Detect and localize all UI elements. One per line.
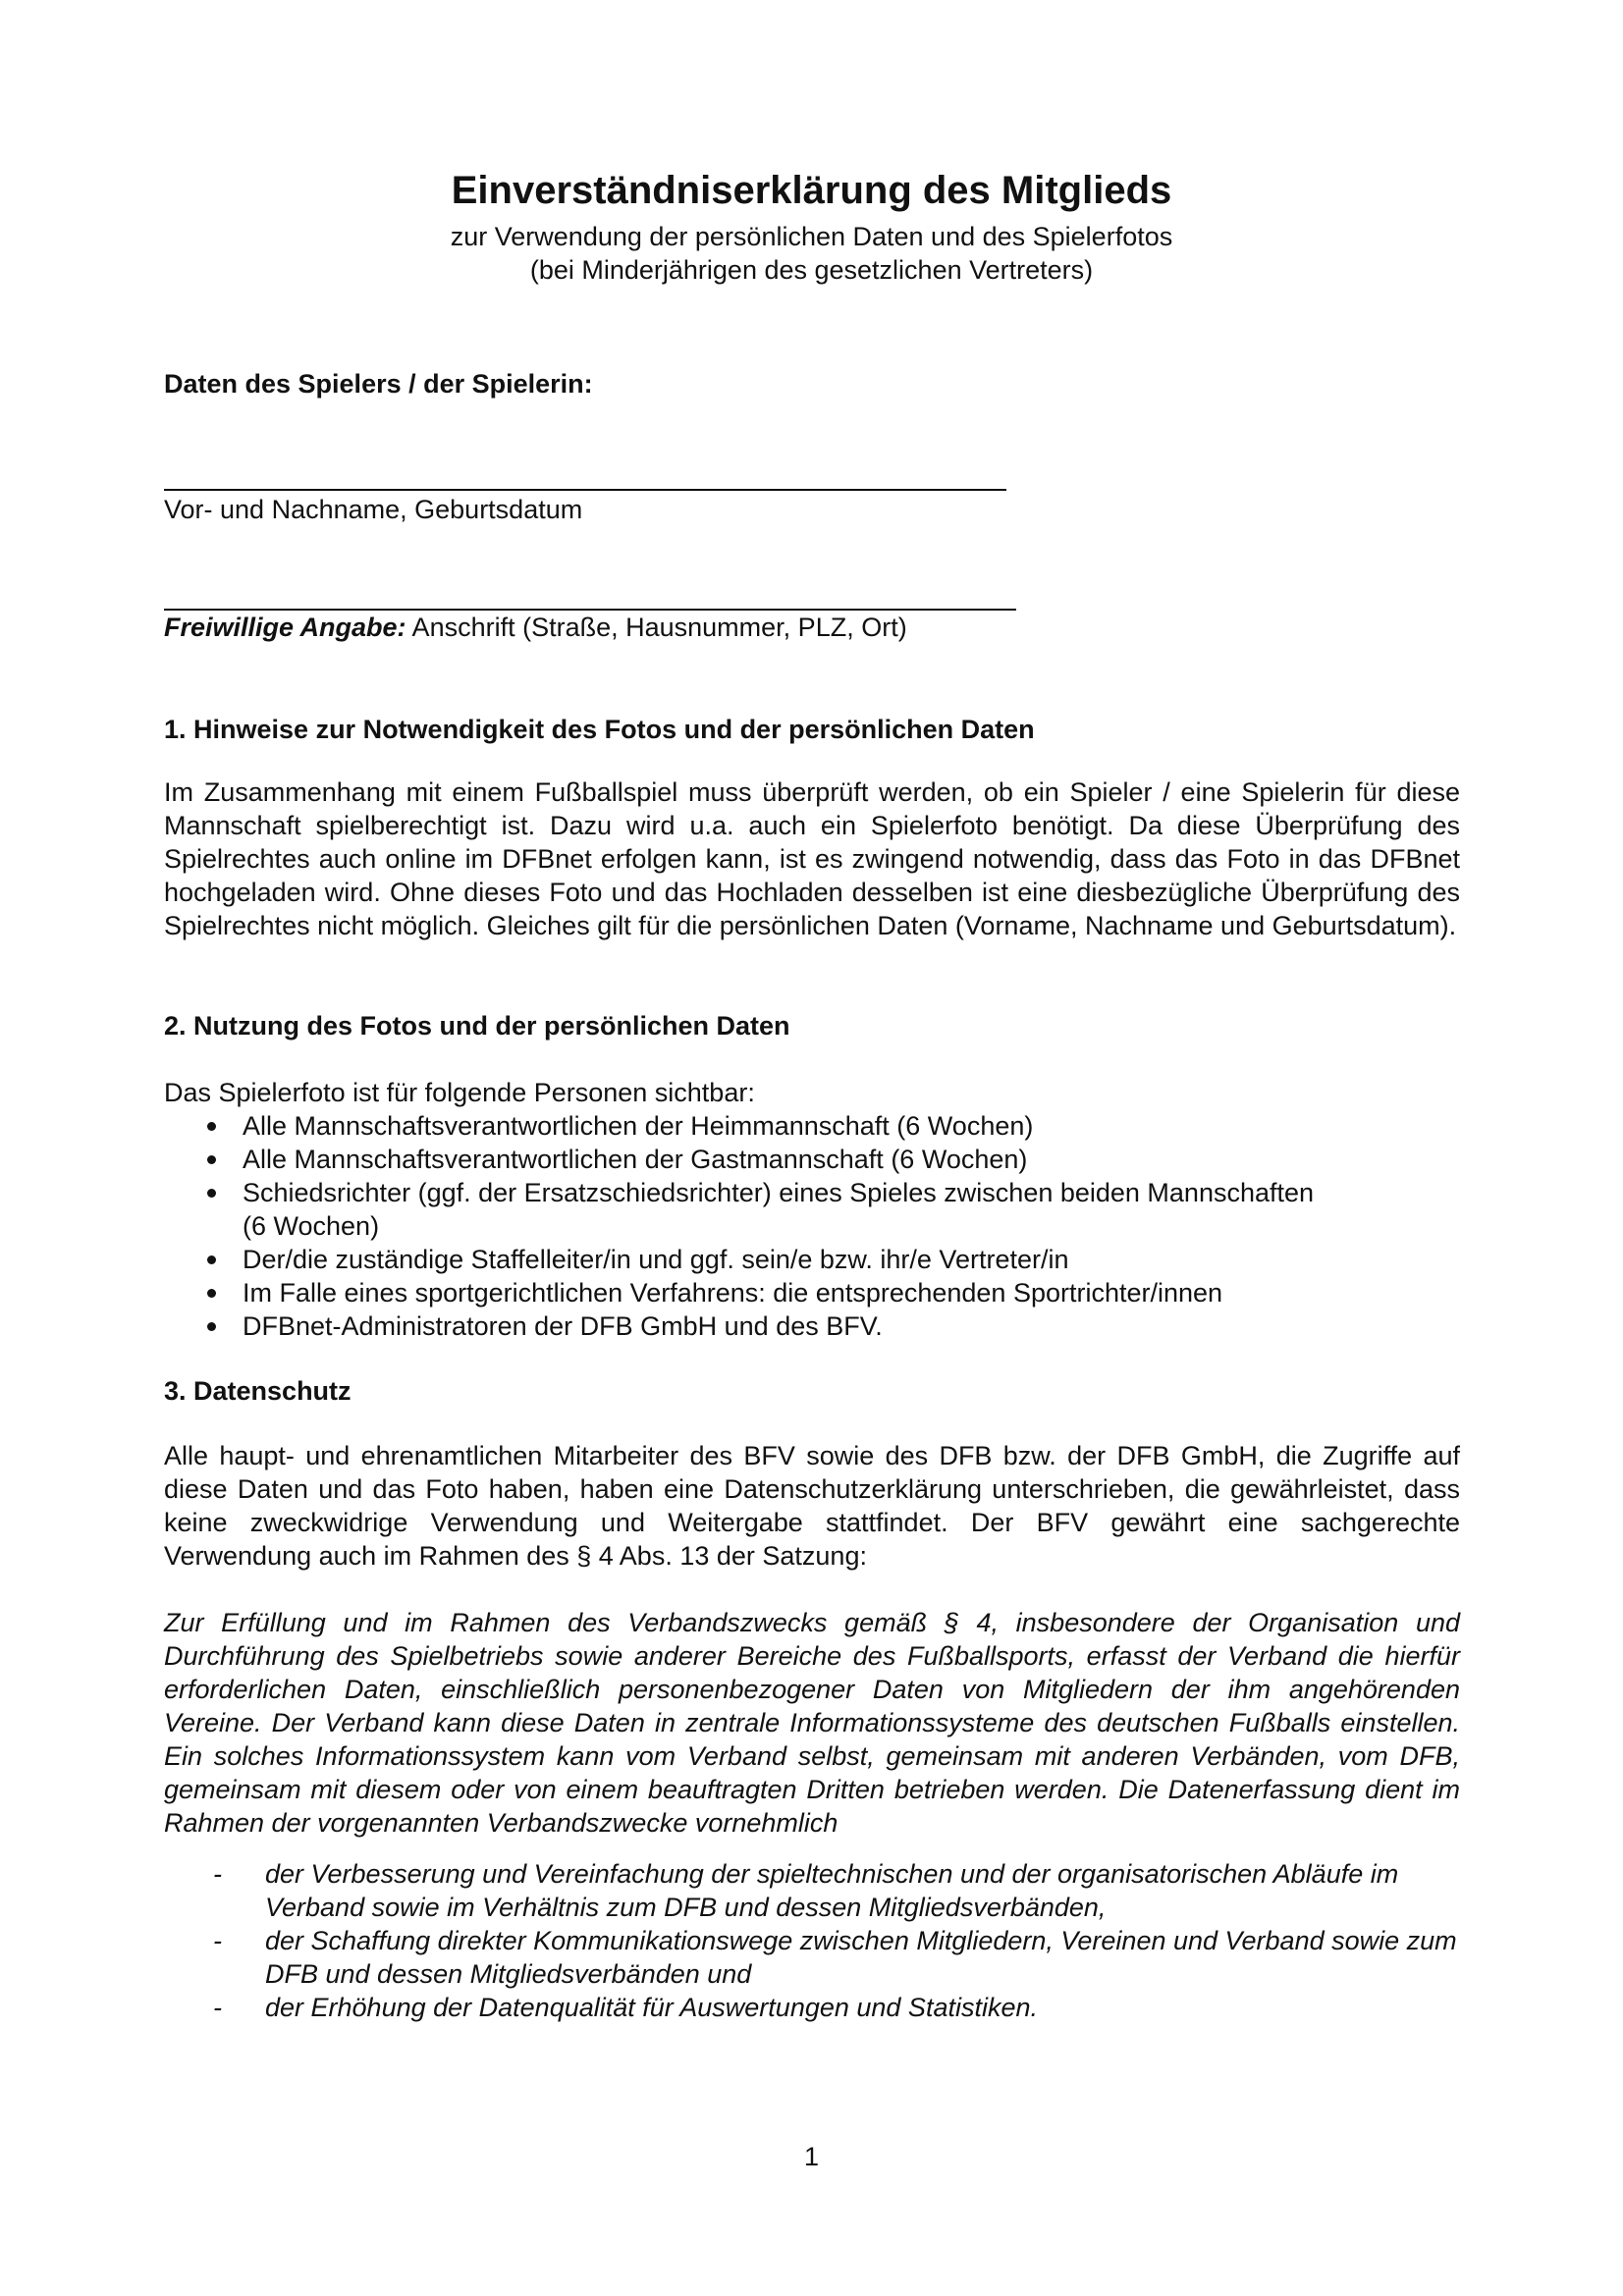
address-optional-prefix: Freiwillige Angabe: [164,613,406,642]
statute-quote: Zur Erfüllung und im Rahmen des Verbandszwecks gemäß § 4, insbesondere der Organisation und Durchführung des Spielbetriebs sowie anderer Bereiche des Fußballsports, erfasst der Verband die hierfür erforderlichen Daten, einschließlich personenbezogener Daten von Mitgliedern der ihm angehörenden Vereine. Der Verband kann diese Daten in zentrale Informationssysteme des deutschen Fußballs einstellen. Ein solches Informationssystem kann vom Verband selbst, gemeinsam mit anderen Verbänden, vom DFB, gemeinsam mit diesem oder von einem beauftragten Dritten betrieben werden. Die Datenerfassung dient im Rahmen der vorgenannten Verbandszwecke vornehmlich [164,1608,1460,1838]
list-item: Schiedsrichter (ggf. der Ersatzschiedsrichter) eines Spieles zwischen beiden Mannschaften (6 Wochen) [164,1176,1460,1243]
section-1-body: Im Zusammenhang mit einem Fußballspiel muss überprüft werden, ob ein Spieler / eine Spielerin für diese Mannschaft spielberechtigt ist. Dazu wird u.a. auch ein Spielerfoto benötigt. Da diese Überprüfung des Spielrechtes auch online im DFBnet erfolgen kann, ist es zwingend notwendig, dass das Foto in das DFBnet hochgeladen wird. Ohne dieses Foto und das Hochladen desselben ist eine diesbezügliche Überprüfung des Spielrechtes nicht möglich. Gleiches gilt für die persönlichen Daten (Vorname, Nachname und Geburtsdatum). [164,777,1460,940]
section-3-heading: 3. Datenschutz [164,1376,352,1406]
address-field-label [164,611,1460,644]
list-item: Alle Mannschaftsverantwortlichen der Heimmannschaft (6 Wochen) [164,1109,1460,1143]
section-2-heading: 2. Nutzung des Fotos und der persönlichen Daten [164,1011,790,1041]
dash-marker: - [213,1859,222,1889]
list-item: DFBnet-Administratoren der DFB GmbH und des BFV. [164,1309,1460,1343]
player-data-heading: Daten des Spielers / der Spielerin: [164,369,593,399]
list-item: Im Falle eines sportgerichtlichen Verfahrens: die entsprechenden Sportrichter/innen [164,1276,1460,1309]
visibility-list [164,1109,1460,1343]
list-item: - der Erhöhung der Datenqualität für Auswertungen und Statistiken. [213,1993,1038,2022]
purpose-list [164,1857,1460,2024]
page-number: 1 [803,2142,820,2171]
bullet-icon [207,1255,216,1264]
section-3-body: Alle haupt- und ehrenamtlichen Mitarbeiter des BFV sowie des DFB bzw. der DFB GmbH, die Zugriffe auf diese Daten und das Foto haben, haben eine Datenschutzerklärung unterschrieben, die gewährleistet, dass keine zweckwidrige Verwendung und Weitergabe stattfindet. Der BFV gewährt eine sachgerechte Verwendung auch im Rahmen des § 4 Abs. 13 der Satzung: [164,1441,1460,1571]
list-item: - der Verbesserung und Vereinfachung der spieltechnischen und der organisatorischen Abläufe im Verband sowie im Verhältnis zum DFB und dessen Mitgliedsverbänden, [213,1859,1399,1922]
bullet-icon [207,1122,216,1131]
document-subtitle: zur Verwendung der persönlichen Daten und des Spielerfotos [450,222,1173,251]
section-2-intro: Das Spielerfoto ist für folgende Personen sichtbar: [164,1078,755,1107]
bullet-icon [207,1155,216,1164]
dash-marker: - [213,1993,222,2022]
name-signature-line [164,489,1006,491]
bullet-icon [207,1189,216,1198]
address-label-text: Anschrift (Straße, Hausnummer, PLZ, Ort) [406,613,907,642]
document-title: Einverständniserklärung des Mitglieds [451,169,1172,212]
document-subtitle-note: (bei Minderjährigen des gesetzlichen Vertreters) [529,255,1094,285]
bullet-icon [207,1322,216,1331]
bullet-icon [207,1289,216,1298]
list-item: - der Schaffung direkter Kommunikationswege zwischen Mitgliedern, Vereinen und Verband sowie zum DFB und dessen Mitgliedsverbänden und [213,1926,1457,1989]
name-field-label: Vor- und Nachname, Geburtsdatum [164,495,583,524]
list-item: Der/die zuständige Staffelleiter/in und ggf. sein/e bzw. ihr/e Vertreter/in [164,1243,1460,1276]
section-1-heading: 1. Hinweise zur Notwendigkeit des Fotos und der persönlichen Daten [164,715,1035,744]
dash-marker: - [213,1926,222,1955]
list-item: Alle Mannschaftsverantwortlichen der Gastmannschaft (6 Wochen) [164,1143,1460,1176]
